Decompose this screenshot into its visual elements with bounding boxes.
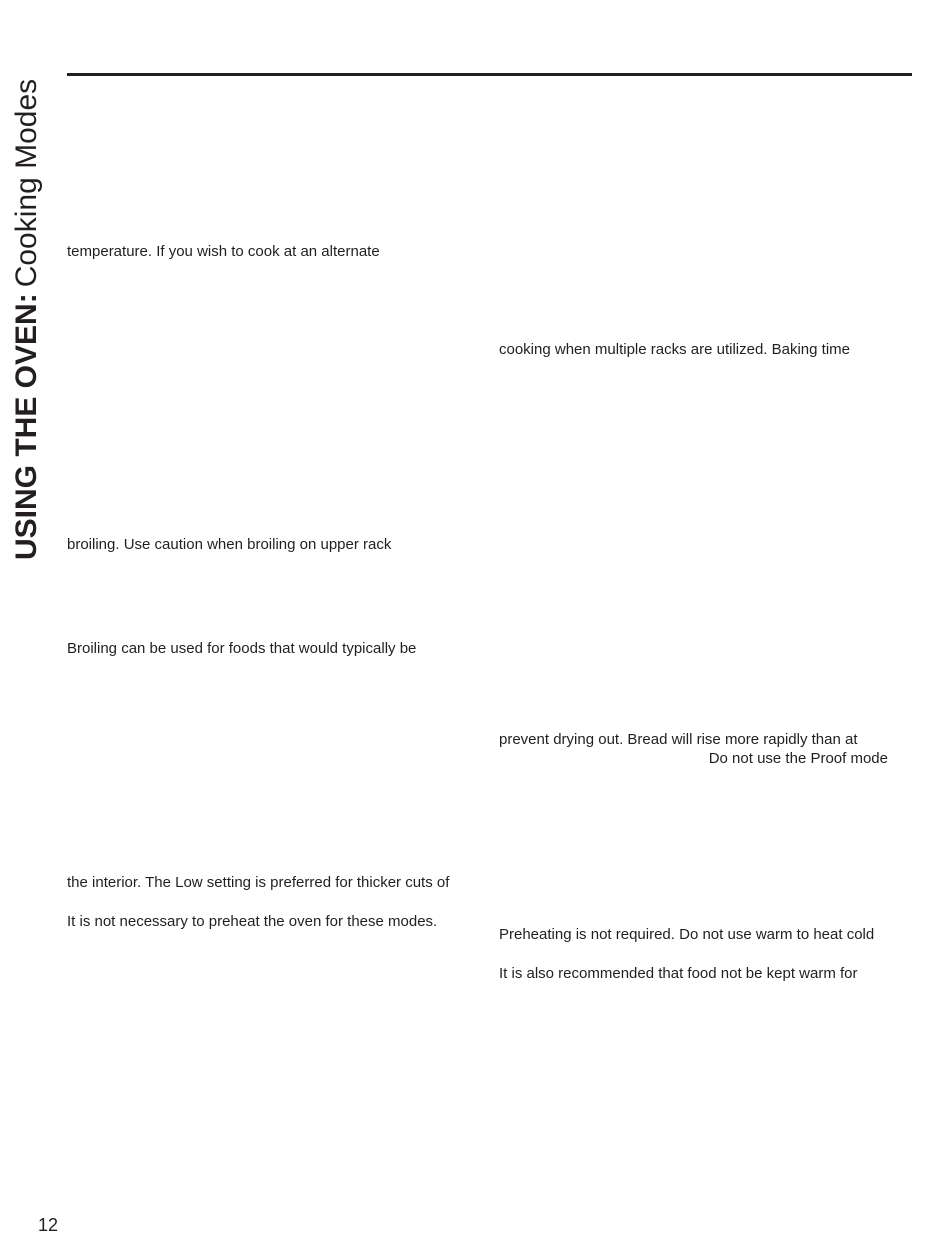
- left-text-line-5: It is not necessary to preheat the oven for these modes.: [67, 913, 438, 930]
- right-text-line-2: prevent drying out. Bread will rise more rapidly than at: [499, 731, 858, 748]
- page-number: 12: [38, 1215, 59, 1235]
- section-title-bold: USING THE OVEN:: [10, 293, 43, 560]
- left-text-line-3: Broiling can be used for foods that would typically be: [67, 640, 417, 657]
- left-text-line-1: temperature. If you wish to cook at an alternate: [67, 243, 380, 260]
- section-title-light: Cooking Modes: [10, 78, 43, 288]
- header-rule: [67, 73, 912, 76]
- right-text-line-1: cooking when multiple racks are utilized. Baking time: [499, 341, 850, 358]
- left-text-line-2: broiling. Use caution when broiling on upper rack: [67, 536, 392, 553]
- right-text-line-5: It is also recommended that food not be kept warm for: [499, 965, 858, 982]
- left-text-line-4: the interior. The Low setting is preferred for thicker cuts of: [67, 874, 450, 891]
- right-text-line-4: Preheating is not required. Do not use warm to heat cold: [499, 926, 875, 943]
- right-text-line-3: Do not use the Proof mode: [708, 750, 888, 767]
- side-section-title: [10, 79, 44, 560]
